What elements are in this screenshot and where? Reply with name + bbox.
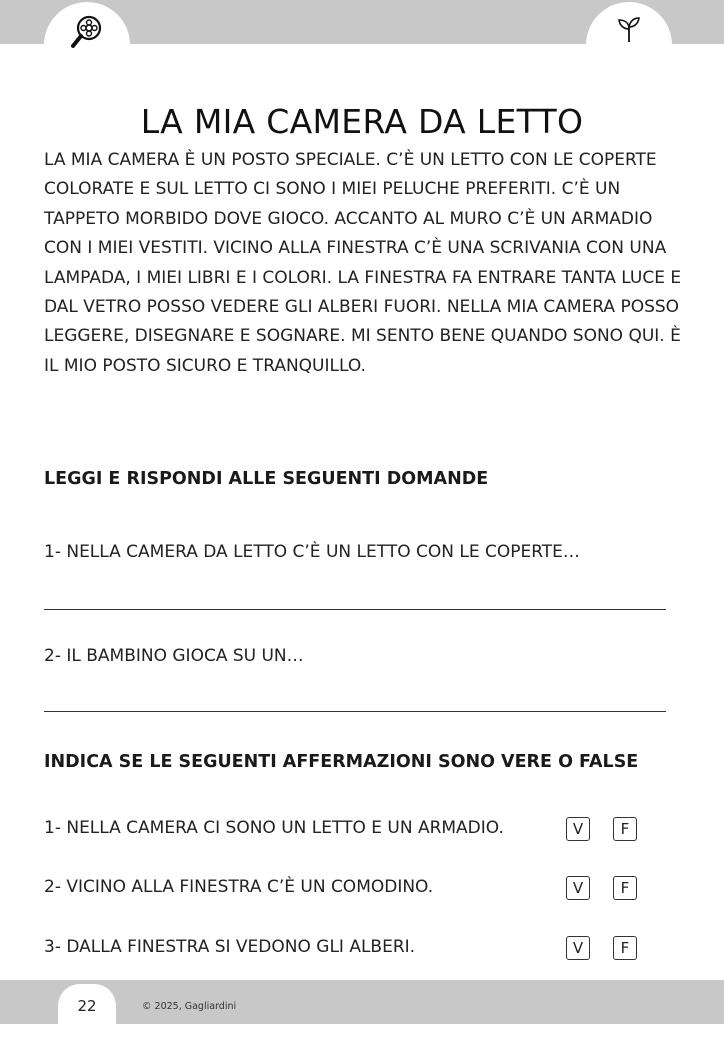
tf-statement-2: 2- VICINO ALLA FINESTRA C’È UN COMODINO. <box>44 877 434 897</box>
question-1: 1- NELLA CAMERA DA LETTO C’È UN LETTO CON LE COPERTE… <box>44 542 580 562</box>
answer-line-2[interactable] <box>44 711 666 712</box>
question-2: 2- IL BAMBINO GIOCA SU UN… <box>44 646 304 666</box>
tf-row-3 <box>44 936 644 962</box>
true-checkbox-2[interactable]: V <box>566 876 590 900</box>
true-checkbox-3[interactable]: V <box>566 936 590 960</box>
page-title: LA MIA CAMERA DA LETTO <box>140 102 584 142</box>
tf-row-1 <box>44 817 644 843</box>
questions-heading: LEGGI E RISPONDI ALLE SEGUENTI DOMANDE <box>44 469 489 489</box>
story-text: LA MIA CAMERA È UN POSTO SPECIALE. C’È UN LETTO CON LE COPERTE COLORATE E SUL LETTO CI SONO I MIEI PELUCHE PREFERITI. C’È UN TAPPETO MORBIDO DOVE GIOCO. ACCANTO AL MURO C’È UN ARMADIO CON I MIEI VESTITI. VICINO ALLA FINESTRA C’È UNA SCRIVANIA CON UNA LAMPADA, I MIEI LIBRI E I COLORI. LA FINESTRA FA ENTRARE TANTA LUCE E DAL VETRO POSSO VEDERE GLI ALBERI FUORI. NELLA MIA CAMERA POSSO LEGGERE, DISEGNARE E SOGNARE. MI SENTO BENE QUANDO SONO QUI. È IL MIO POSTO SICURO E TRANQUILLO. <box>44 150 682 376</box>
answer-line-1[interactable] <box>44 609 666 610</box>
magnifier-flower-icon <box>70 14 104 52</box>
tf-statement-1: 1- NELLA CAMERA CI SONO UN LETTO E UN ARMADIO. <box>44 818 504 838</box>
tf-statement-3: 3- DALLA FINESTRA SI VEDONO GLI ALBERI. <box>44 937 416 957</box>
false-checkbox-2[interactable]: F <box>613 876 637 900</box>
true-checkbox-1[interactable]: V <box>566 817 590 841</box>
sprout-icon <box>616 14 642 44</box>
true-false-heading: INDICA SE LE SEGUENTI AFFERMAZIONI SONO VERE O FALSE <box>44 752 639 772</box>
copyright-text: © 2025, Gagliardini <box>142 1001 237 1012</box>
header-tab-left <box>44 2 130 88</box>
header-tab-right <box>586 2 672 88</box>
false-checkbox-1[interactable]: F <box>613 817 637 841</box>
page-number: 22 <box>77 997 97 1015</box>
tf-row-2 <box>44 876 644 902</box>
false-checkbox-3[interactable]: F <box>613 936 637 960</box>
